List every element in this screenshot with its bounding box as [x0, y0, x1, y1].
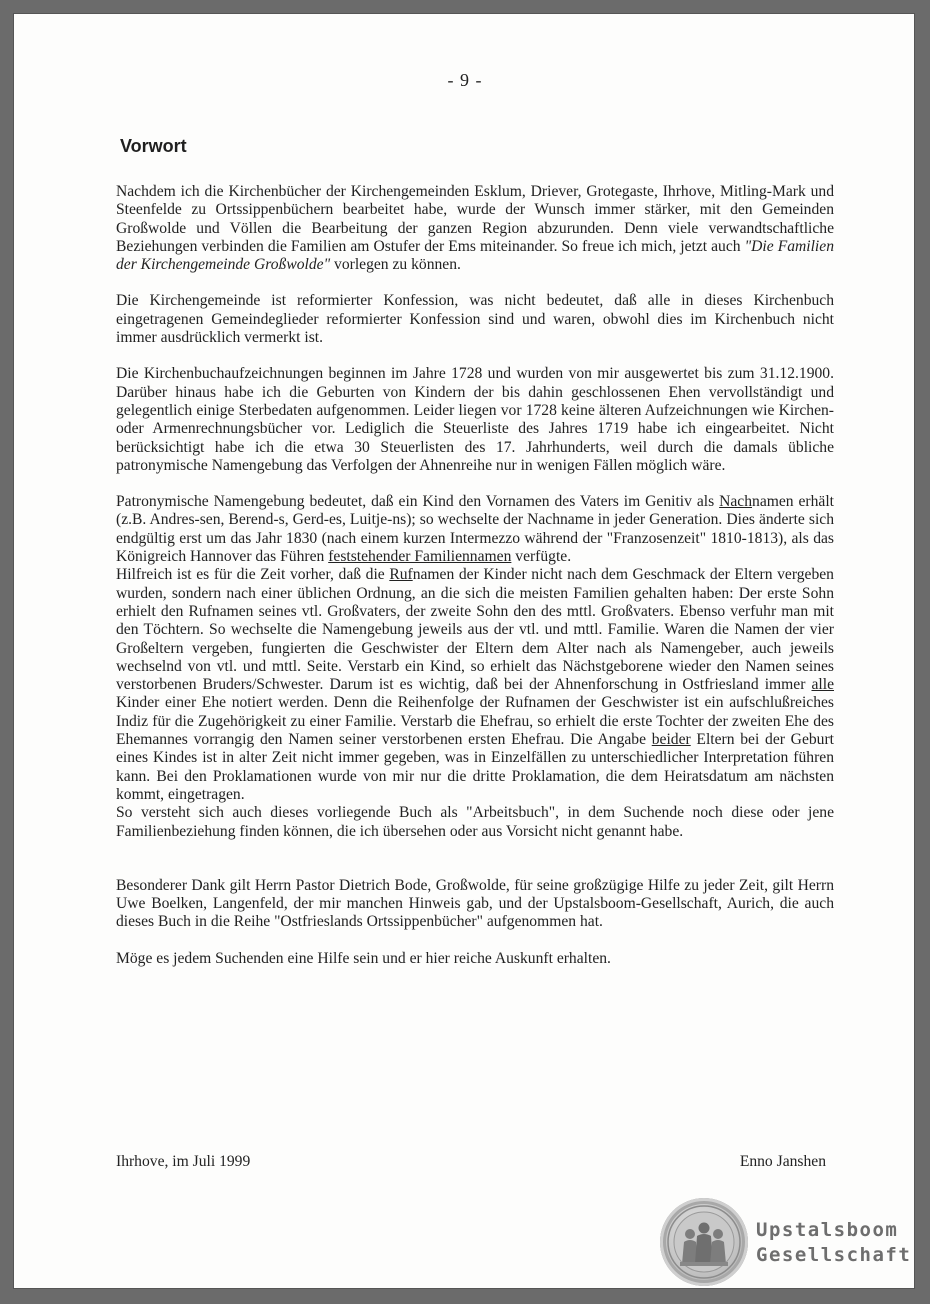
paragraph-patronymic: Patronymische Namengebung bedeutet, daß ein Kind den Vornamen des Vaters im Genitiv als Nachnamen erhält (z.B. Andres-sen, Berend-s, Gerd-es, Luitje-ns); so wechselte der Nachname in jeder Generation. Dies änderte sich endgültig erst um das Jahr 1830 (nach einem kurzen Intermezzo während der "Franzosenzeit" 1810-1813), als das Königreich Hannover das Führen feststehender Familiennamen verfügte.: [116, 493, 834, 566]
underlined-word: Ruf: [389, 566, 413, 584]
seal-icon: [660, 1198, 748, 1286]
society-logo: [756, 1218, 911, 1268]
book-title: "Die Familien der Kirchengemeinde Großwolde": [116, 237, 834, 274]
place-date: Ihrhove, im Juli 1999: [116, 1153, 251, 1170]
underlined-word: alle: [811, 676, 834, 694]
logo-line-1: Upstalsboom: [756, 1219, 899, 1241]
paragraph-naming-order: Hilfreich ist es für die Zeit vorher, daß die Rufnamen der Kinder nicht nach dem Geschmack der Eltern vergeben wurden, sondern nach einer üblichen Ordnung, an die sich die meisten Familien gehalten haben: Der erste Sohn erhielt den Rufnamen seines vtl. Großvaters, der zweite Sohn den des mttl. Großvaters. Ebenso verfuhr man mit den Töchtern. So wechselte die Namengebung jeweils aus der vtl. und mttl. Familie. Waren die Namen der vier Großeltern vergeben, fungierten die Geschwister der Eltern dem Alter nach als Namengeber, auch jeweils wechselnd von vtl. und mttl. Seite. Verstarb ein Kind, so erhielt das Nächstgeborene wieder den Namen seines verstorbenen Bruders/Schwester. Darum ist es wichtig, daß bei der Ahnenforschung in Ostfriesland immer alle Kinder einer Ehe notiert werden. Denn die Reihenfolge der Rufnamen der Geschwister ist ein aufschlußreiches Indiz für die Zugehörigkeit zu einer Familie. Verstarb die Ehefrau, so erhielt die erste Tochter der zweiten Ehe des Ehemannes vorrangig den Namen seiner verstorbenen ersten Ehefrau. Die Angabe beider Eltern bei der Geburt eines Kindes ist in alter Zeit nicht immer gegeben, was in Einzelfällen zu unterschiedlicher Interpretation führen kann. Bei den Proklamationen wurde von mir nur die dritte Proklamation, die dem Heiratsdatum am nächsten kommt, eingetragen.: [116, 566, 834, 803]
underlined-word: beider: [651, 731, 691, 749]
logo-line-2: Gesellschaft: [756, 1244, 912, 1266]
author-name: Enno Janshen: [739, 1153, 826, 1170]
underlined-phrase: feststehender Familiennamen: [328, 548, 512, 566]
paragraph-thanks: Besonderer Dank gilt Herrn Pastor Dietrich Bode, Großwolde, für seine großzügige Hilfe zu jeder Zeit, gilt Herrn Uwe Boelken, Langenfeld, der mir manchen Hinweis gab, und der Upstalsboom-Gesellschaft, Aurich, die auch dieses Buch in die Reihe "Ostfrieslands Ortssippenbücher" aufgenommen hat.: [116, 876, 834, 931]
paragraph-wish: Möge es jedem Suchenden eine Hilfe sein und er hier reiche Auskunft erhalten.: [116, 949, 611, 967]
preface-body: [116, 183, 834, 968]
page-number: - 9 -: [447, 70, 483, 90]
underlined-word: Nach: [719, 493, 753, 511]
paragraph-records: Die Kirchenbuchaufzeichnungen beginnen im Jahre 1728 und wurden von mir ausgewertet bis zum 31.12.1900. Darüber hinaus habe ich die Geburten von Kindern der bis dahin geschlossenen Ehen vervollständigt und gelegentlich einige Sterbedaten aufgenommen. Leider liegen vor 1728 keine älteren Aufzeichnungen wie Kirchen- oder Armenrechnungsbücher vor. Lediglich die Steuerliste des Jahres 1719 habe ich eingearbeitet. Nicht berücksichtigt habe ich die etwa 30 Steuerlisten des 17. Jahrhunderts, weil durch die damals übliche patronymische Namengebung das Verfolgen der Ahnenreihe nur in wenigen Fällen möglich wäre.: [116, 365, 834, 474]
paragraph-intro: Nachdem ich die Kirchenbücher der Kirchengemeinden Esklum, Driever, Grotegaste, Ihrhove, Mitling-Mark und Steenfelde zu Ortssippenbüchern bearbeitet habe, wurde der Wunsch immer stärker, mit den Gemeinden Großwolde und Völlen die Bearbeitung der ganzen Region abzurunden. Denn viele verwandtschaftliche Beziehungen verbinden die Familien am Ostufer der Ems miteinander. So freue ich mich, jetzt auch "Die Familien der Kirchengemeinde Großwolde" vorlegen zu können.: [116, 183, 834, 274]
page-title: Vorwort: [120, 136, 187, 156]
paragraph-confession: Die Kirchengemeinde ist reformierter Konfession, was nicht bedeutet, daß alle in dieses Kirchenbuch eingetragenen Gemeindeglieder reformierter Konfession sind und waren, obwohl dies im Kirchenbuch nicht immer ausdrücklich vermerkt ist.: [116, 292, 834, 347]
paragraph-workbook: So versteht sich auch dieses vorliegende Buch als "Arbeitsbuch", in dem Suchende noch diese oder jene Familienbeziehung finden können, die ich übersehen oder aus Vorsicht nicht genannt habe.: [116, 804, 834, 840]
